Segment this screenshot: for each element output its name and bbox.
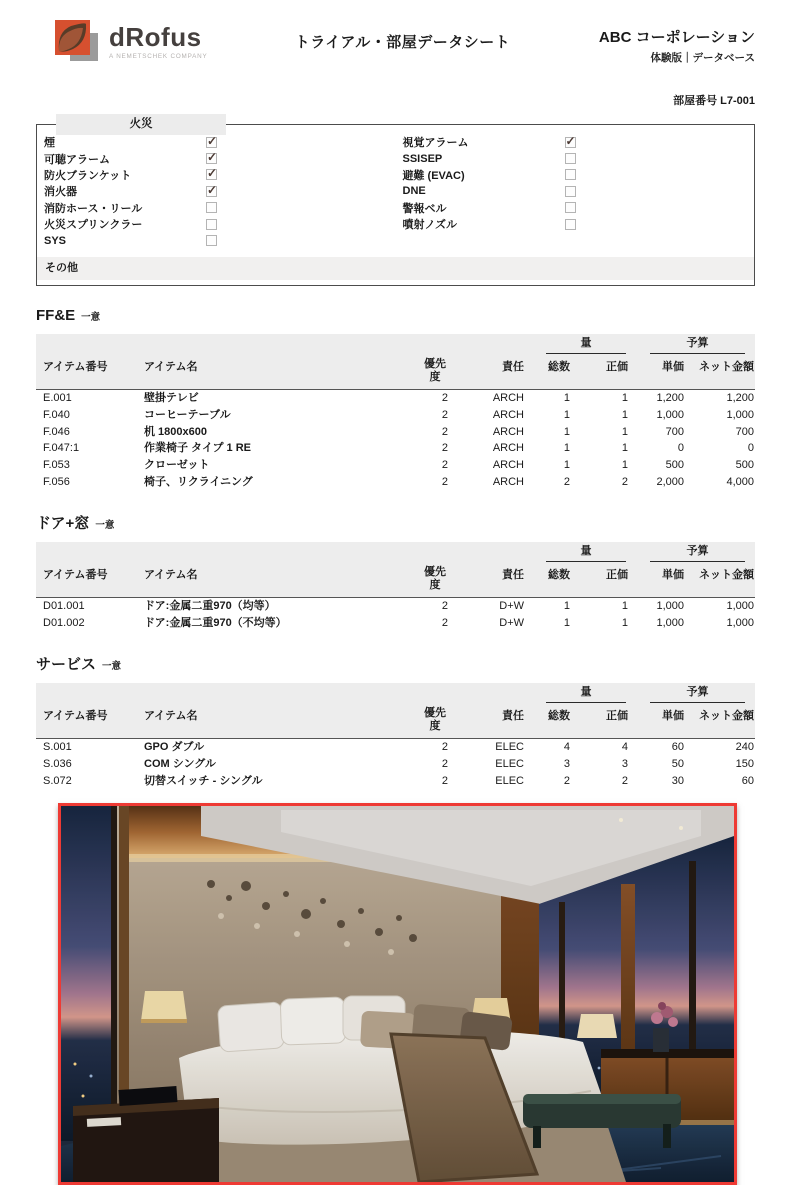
fire-section-title: 火災 — [56, 114, 226, 135]
column-header: 正価 — [578, 562, 636, 598]
item-cell: 1 — [621, 600, 628, 613]
item-cell: 1 — [621, 459, 628, 472]
company-name: ABC コーポレーション — [598, 29, 755, 46]
item-table — [36, 334, 755, 491]
section-title-text: FF&E — [36, 306, 76, 324]
item-cell: 3 — [621, 757, 628, 770]
item-cell: ARCH — [492, 476, 524, 489]
item-cell: 4,000 — [726, 476, 754, 489]
item-cell: 椅子、リクライニング — [144, 476, 253, 489]
fire-checkbox[interactable] — [206, 219, 217, 230]
item-cell: 1,000 — [726, 600, 754, 613]
item-cell: 2 — [621, 476, 628, 489]
item-cell: 1,200 — [726, 391, 754, 404]
item-cell: F.047:1 — [43, 442, 80, 455]
item-row — [36, 424, 755, 441]
item-cell: ドア:金属二重970（不均等） — [144, 616, 287, 629]
section-badge: 一意 — [95, 520, 115, 532]
fire-checkbox[interactable] — [206, 137, 217, 148]
column-header: ネット金額 — [692, 562, 755, 598]
item-cell: 1 — [621, 442, 628, 455]
item-table — [36, 542, 755, 632]
item-cell: 4 — [621, 740, 628, 753]
group-header-row — [36, 683, 755, 703]
section-title — [36, 307, 755, 325]
item-cell: ARCH — [492, 442, 524, 455]
fire-checkbox[interactable] — [206, 235, 217, 246]
fire-checklist-row — [37, 150, 396, 166]
item-cell: D01.001 — [43, 600, 85, 613]
item-row — [36, 457, 755, 474]
section-badge: 一意 — [81, 311, 101, 323]
database-edition-label: 体験版｜データベース — [650, 52, 755, 64]
other-section-label: その他 — [37, 257, 754, 280]
fire-checklist-row — [396, 167, 755, 183]
item-cell: 2 — [441, 740, 448, 753]
item-row — [36, 389, 755, 406]
section-title-text: サービス — [36, 655, 97, 673]
column-header: 正価 — [578, 703, 636, 739]
logo-leaf-icon — [55, 20, 90, 55]
item-cell: 2 — [441, 774, 448, 787]
fire-checklist-row — [396, 150, 755, 166]
item-cell: ARCH — [492, 459, 524, 472]
item-cell: F.040 — [43, 408, 70, 421]
fire-item-label: DNE — [402, 185, 426, 198]
fire-checkbox[interactable] — [206, 169, 217, 180]
column-header: アイテム名 — [144, 562, 404, 598]
item-cell: 壁掛テレビ — [144, 391, 199, 404]
item-cell: D+W — [499, 616, 524, 629]
item-cell: ARCH — [492, 408, 524, 421]
drofus-logo-icon — [55, 20, 101, 64]
brand-name: dRofus — [109, 22, 202, 52]
fire-checkbox[interactable] — [565, 219, 576, 230]
item-cell: 1 — [563, 616, 570, 629]
section-title — [36, 512, 755, 533]
column-header: 優先度 — [404, 562, 456, 598]
fire-checkbox[interactable] — [565, 169, 576, 180]
section-badge: 一意 — [102, 660, 122, 672]
item-cell: F.046 — [43, 425, 70, 438]
fire-checkbox[interactable] — [565, 137, 576, 148]
column-header: アイテム名 — [144, 703, 404, 739]
fire-checklist-row — [37, 200, 396, 216]
fire-item-label: SSISEP — [402, 152, 443, 165]
item-cell: 2 — [441, 616, 448, 629]
group-header: 予算 — [636, 542, 755, 562]
item-cell: 60 — [741, 774, 754, 787]
fire-checkbox[interactable] — [206, 153, 217, 164]
item-cell: 500 — [665, 459, 684, 472]
item-cell: 0 — [747, 442, 754, 455]
item-cell: 1,000 — [656, 408, 684, 421]
fire-checkbox[interactable] — [565, 186, 576, 197]
column-header: アイテム名 — [144, 354, 404, 390]
item-cell: 切替スイッチ - シングル — [144, 774, 263, 787]
page-header — [0, 0, 789, 65]
column-header: ネット金額 — [692, 703, 755, 739]
item-cell: 30 — [671, 774, 684, 787]
fire-item-label: 煙 — [44, 137, 55, 150]
item-cell: ARCH — [492, 391, 524, 404]
item-cell: 240 — [735, 740, 754, 753]
fire-checklist-row — [37, 167, 396, 183]
column-header-row — [36, 703, 755, 739]
item-tables-container — [0, 307, 789, 790]
item-cell: 2 — [563, 476, 570, 489]
fire-item-label: 視覚アラーム — [402, 137, 469, 150]
group-header-spacer — [36, 683, 532, 703]
item-cell: ドア:金属二重970（均等） — [144, 600, 276, 613]
fire-item-label: 火災スプリンクラー — [44, 219, 143, 232]
column-header: アイテム番号 — [36, 562, 144, 598]
item-cell: 机 1800x600 — [144, 425, 207, 438]
item-table-section-2 — [36, 512, 755, 632]
fire-checklist-row — [37, 183, 396, 199]
column-header: アイテム番号 — [36, 354, 144, 390]
fire-checklist-row — [37, 134, 396, 150]
column-header-row — [36, 562, 755, 598]
item-cell: 500 — [735, 459, 754, 472]
item-row — [36, 407, 755, 424]
item-cell: 2,000 — [656, 476, 684, 489]
fire-checklist-row — [37, 232, 396, 248]
column-header: 責任 — [456, 354, 532, 390]
item-cell: 700 — [665, 425, 684, 438]
item-cell: ELEC — [495, 757, 524, 770]
item-cell: 2 — [441, 600, 448, 613]
item-row — [36, 773, 755, 790]
column-header-row — [36, 354, 755, 390]
column-header: 責任 — [456, 562, 532, 598]
item-row — [36, 598, 755, 615]
item-cell: 2 — [441, 442, 448, 455]
fire-checklist-row — [396, 200, 755, 216]
item-cell: ARCH — [492, 425, 524, 438]
column-header: 総数 — [532, 562, 578, 598]
item-row — [36, 738, 755, 755]
item-cell: 2 — [441, 476, 448, 489]
item-cell: 2 — [441, 391, 448, 404]
item-cell: 1,000 — [656, 600, 684, 613]
item-cell: 1 — [621, 391, 628, 404]
item-cell: F.056 — [43, 476, 70, 489]
column-header: 優先度 — [404, 354, 456, 390]
item-cell: 1 — [563, 442, 570, 455]
item-cell: 3 — [563, 757, 570, 770]
fire-item-label: 防火ブランケット — [44, 169, 132, 182]
item-cell: 1 — [621, 408, 628, 421]
fire-checklist-row — [396, 216, 755, 232]
item-row — [36, 615, 755, 632]
item-cell: 2 — [563, 774, 570, 787]
column-header: 責任 — [456, 703, 532, 739]
item-cell: 1 — [563, 408, 570, 421]
fire-checklist-row — [396, 183, 755, 199]
fire-checkbox[interactable] — [206, 186, 217, 197]
item-cell: 1,200 — [656, 391, 684, 404]
brand-tagline: A NEMETSCHEK COMPANY — [109, 53, 208, 60]
item-cell: 1,000 — [656, 616, 684, 629]
item-cell: 2 — [441, 408, 448, 421]
fire-item-label: 噴射ノズル — [402, 219, 458, 232]
group-header-row — [36, 334, 755, 354]
column-header: ネット金額 — [692, 354, 755, 390]
item-cell: COM シングル — [144, 757, 216, 770]
item-table-section-3 — [36, 653, 755, 790]
document-title: トライアル・部屋データシート — [294, 34, 511, 51]
column-header: 単価 — [636, 562, 692, 598]
item-cell: D+W — [499, 600, 524, 613]
item-cell: E.001 — [43, 391, 72, 404]
column-header: 単価 — [636, 703, 692, 739]
item-cell: ELEC — [495, 740, 524, 753]
item-cell: クローゼット — [144, 459, 210, 472]
item-cell: 1 — [563, 391, 570, 404]
column-header: 総数 — [532, 354, 578, 390]
group-header-spacer — [36, 334, 532, 354]
item-cell: 700 — [735, 425, 754, 438]
fire-item-label: 消火器 — [44, 186, 77, 199]
item-cell: GPO ダブル — [144, 740, 205, 753]
column-header: 正価 — [578, 354, 636, 390]
item-cell: 1 — [621, 425, 628, 438]
column-header: 優先度 — [404, 703, 456, 739]
fire-section — [36, 118, 755, 286]
fire-checkbox[interactable] — [565, 202, 576, 213]
item-cell: S.072 — [43, 774, 72, 787]
group-header: 予算 — [636, 334, 755, 354]
fire-item-label: 消防ホース・リール — [44, 202, 143, 215]
fire-item-label: SYS — [44, 234, 67, 247]
item-cell: S.001 — [43, 740, 72, 753]
fire-item-label: 警報ベル — [402, 202, 447, 215]
item-cell: 150 — [735, 757, 754, 770]
group-header-spacer — [36, 542, 532, 562]
fire-item-label: 可聴アラーム — [44, 153, 110, 166]
item-cell: 0 — [677, 442, 684, 455]
group-header: 量 — [532, 334, 636, 354]
item-table — [36, 683, 755, 790]
item-cell: 4 — [563, 740, 570, 753]
item-cell: F.053 — [43, 459, 70, 472]
item-cell: S.036 — [43, 757, 72, 770]
item-table-section-1 — [36, 307, 755, 491]
room-photo — [58, 803, 737, 1185]
fire-column-left — [37, 134, 396, 249]
item-cell: 2 — [441, 459, 448, 472]
item-cell: 1,000 — [726, 616, 754, 629]
item-cell: 1 — [563, 600, 570, 613]
room-number-label: 部屋番号 L7-001 — [673, 95, 755, 107]
item-cell: 2 — [441, 425, 448, 438]
item-cell: 2 — [621, 774, 628, 787]
fire-checkbox[interactable] — [565, 153, 576, 164]
item-row — [36, 474, 755, 491]
fire-checklist-row — [396, 134, 755, 150]
item-row — [36, 756, 755, 773]
item-cell: 1 — [563, 459, 570, 472]
fire-column-right — [396, 134, 755, 249]
section-title-text: ドア+窓 — [36, 515, 90, 533]
section-title — [36, 653, 755, 674]
column-header: アイテム番号 — [36, 703, 144, 739]
fire-item-label: 避難 (EVAC) — [402, 169, 465, 182]
item-cell: 1 — [563, 425, 570, 438]
item-cell: D01.002 — [43, 616, 85, 629]
fire-checklist-row — [37, 216, 396, 232]
item-cell: 作業椅子 タイプ 1 RE — [144, 442, 252, 455]
column-header: 総数 — [532, 703, 578, 739]
drofus-logo — [55, 20, 240, 64]
group-header-row — [36, 542, 755, 562]
item-cell: ELEC — [495, 774, 524, 787]
item-cell: 1 — [621, 616, 628, 629]
item-cell: 50 — [671, 757, 684, 770]
group-header: 予算 — [636, 683, 755, 703]
fire-checkbox[interactable] — [206, 202, 217, 213]
item-row — [36, 440, 755, 457]
group-header: 量 — [532, 542, 636, 562]
column-header: 単価 — [636, 354, 692, 390]
bedroom-illustration — [61, 806, 734, 1182]
item-cell: 1,000 — [726, 408, 754, 421]
item-cell: 60 — [671, 740, 684, 753]
item-cell: コーヒーテーブル — [144, 408, 231, 421]
group-header: 量 — [532, 683, 636, 703]
item-cell: 2 — [441, 757, 448, 770]
